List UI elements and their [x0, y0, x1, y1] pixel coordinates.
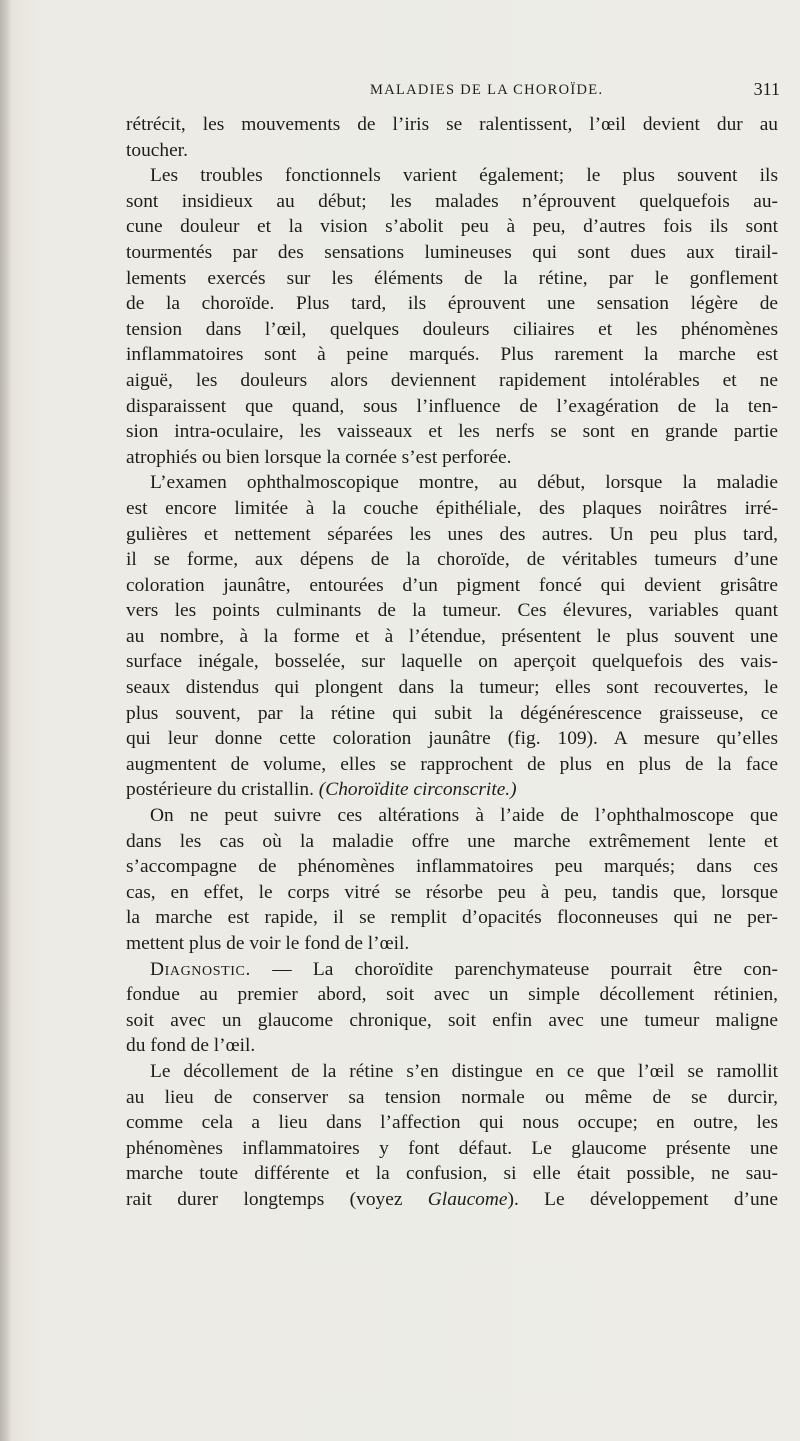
text-line: du fond de l’œil. [126, 1035, 256, 1057]
text-line: comme cela a lieu dans l’affection qui nous occupe; en outre, les [126, 1112, 778, 1134]
text-line: au lieu de conserver sa tension normale ou même de se durcir, [126, 1086, 778, 1108]
text-line: soit avec un glaucome chronique, soit enfin avec une tumeur maligne [126, 1009, 778, 1031]
text-line: dans les cas où la maladie offre une marche extrêmement lente et [126, 830, 778, 852]
text-line: qui leur donne cette coloration jaunâtre (fig. 109). A mesure qu’elles [126, 728, 778, 750]
text-line: sont insidieux au début; les malades n’éprouvent quelquefois au- [126, 190, 778, 212]
text-line: disparaissent que quand, sous l’influence de l’exagération de la ten- [126, 395, 778, 417]
text-line: vers les points culminants de la tumeur. Ces élevures, variables quant [126, 600, 778, 622]
text-line: seaux distendus qui plongent dans la tumeur; elles sont recouvertes, le [126, 677, 778, 699]
text-line: L’examen ophthalmoscopique montre, au début, lorsque la maladie [150, 472, 778, 494]
page-binding-shadow [0, 0, 10, 1441]
text-line: de la choroïde. Plus tard, ils éprouvent une sensation légère de [126, 293, 778, 315]
italic-reference: Glaucome [427, 1188, 508, 1210]
text-line: cune douleur et la vision s’abolit peu à peu, d’autres fois ils sont [126, 216, 778, 238]
text-line: fondue au premier abord, soit avec un simple décollement rétinien, [126, 984, 778, 1006]
text-line: surface inégale, bosselée, sur laquelle on aperçoit quelquefois des vais- [126, 651, 778, 673]
text-line: tourmentés par des sensations lumineuses qui sont dues aux tirail- [126, 241, 778, 263]
text-line: rétrécit, les mouvements de l’iris se ralentissent, l’œil devient dur au [126, 114, 778, 135]
text-line: la marche est rapide, il se remplit d’opacités floconneuses qui ne per- [126, 907, 778, 929]
text-line [126, 957, 778, 983]
text-line: atrophiés ou bien lorsque la cornée s’est perforée. [126, 446, 512, 468]
running-header [100, 79, 780, 106]
text-line: Les troubles fonctionnels varient également; le plus souvent ils [150, 165, 778, 187]
text-line: sion intra-oculaire, les vaisseaux et les nerfs se sont en grande partie [126, 421, 778, 443]
text-line: toucher. [126, 139, 188, 161]
text-line: On ne peut suivre ces altérations à l’aide de l’ophthalmoscope que [150, 805, 778, 827]
page-number: 311 [753, 79, 780, 99]
text-line: Le décollement de la rétine s’en distingue en ce que l’œil se ramollit [150, 1060, 778, 1082]
running-title: MALADIES DE LA CHOROÏDE. [370, 82, 604, 98]
text-line: tension dans l’œil, quelques douleurs ciliaires et les phénomènes [126, 318, 778, 340]
text-line: au nombre, à la forme et à l’étendue, présentent le plus souvent une [126, 625, 778, 647]
text-line: est encore limitée à la couche épithéliale, des plaques noirâtres irré- [126, 497, 778, 519]
text-line: s’accompagne de phénomènes inflammatoires peu marqués; dans ces [126, 856, 778, 878]
text-line: il se forme, aux dépens de la choroïde, de véritables tumeurs d’une [126, 549, 778, 571]
line-text: — La choroïdite parenchymateuse pourrait être con- [250, 958, 778, 980]
text-line: aiguë, les douleurs alors deviennent rapidement intolérables et ne [126, 369, 778, 391]
text-line: gulières et nettement séparées les unes des autres. Un peu plus tard, [126, 523, 778, 545]
text-line: marche toute différente et la confusion, si elle était possible, ne sau- [126, 1163, 778, 1185]
text-line: coloration jaunâtre, entourées d’un pigment foncé qui devient grisâtre [126, 574, 778, 596]
line-text: postérieure du cristallin. [126, 779, 314, 801]
text-line: plus souvent, par la rétine qui subit la dégénérescence graisseuse, ce [126, 702, 778, 724]
line-text: rait durer longtemps (voyez [126, 1188, 428, 1210]
text-line: lements exercés sur les éléments de la rétine, par le gonflement [126, 267, 778, 289]
text-line: phénomènes inflammatoires y font défaut. Le glaucome présente une [126, 1137, 778, 1159]
italic-reference: (Choroïdite circonscrite.) [318, 779, 517, 801]
text-line: mettent plus de voir le fond de l’œil. [126, 933, 410, 954]
line-text: ). Le développement d’une [507, 1188, 778, 1210]
body-text [126, 112, 778, 1213]
text-line: augmentent de volume, elles se rapprochent de plus en plus de la face [126, 753, 778, 775]
text-line: cas, en effet, le corps vitré se résorbe peu à peu, tandis que, lorsque [126, 881, 778, 903]
text-line [126, 1187, 778, 1213]
text-line: inflammatoires sont à peine marqués. Plus rarement la marche est [126, 344, 778, 366]
section-label-diagnostic: Diagnostic. [150, 958, 251, 980]
text-line [126, 777, 778, 803]
